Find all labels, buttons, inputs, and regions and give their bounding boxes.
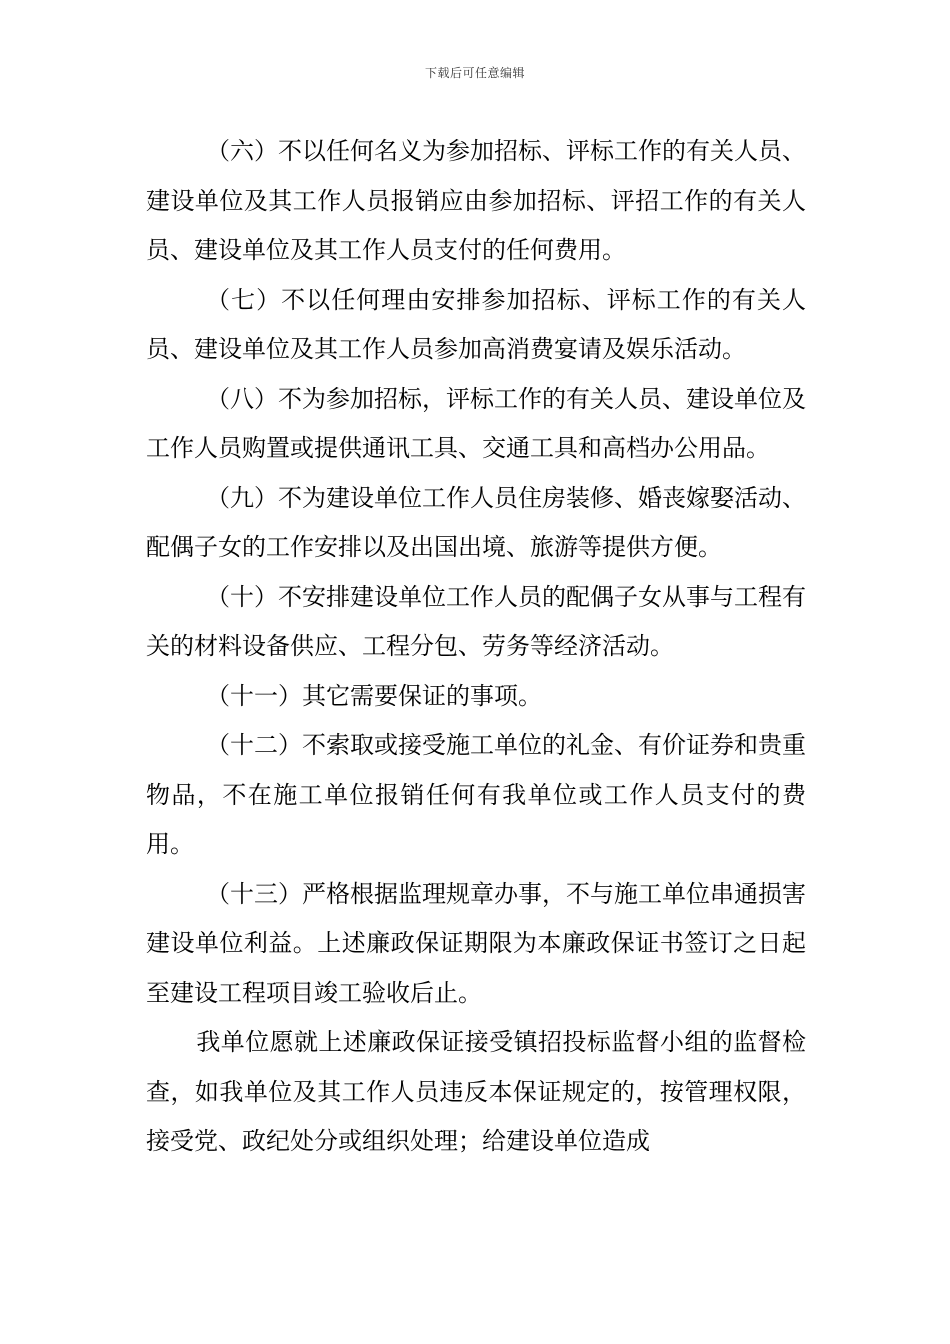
page-header: 下载后可任意编辑 <box>424 66 525 80</box>
paragraph-item-11: （十一）其它需要保证的事项。 <box>206 681 542 710</box>
paragraph-item-13: （十三）严格根据监理规章办事，不与施工单位串通损害建设单位利益。上述廉政保证期限为本廉政保证书签订之日起至建设工程项目竣工验收后止。 <box>146 879 806 1007</box>
paragraph-item-9: （九）不为建设单位工作人员住房装修、婚丧嫁娶活动、配偶子女的工作安排以及出国出境、旅游等提供方便。 <box>146 483 806 561</box>
paragraph-item-12: （十二）不索取或接受施工单位的礼金、有价证券和贵重物品，不在施工单位报销任何有我单位或工作人员支付的费用。 <box>146 731 806 858</box>
paragraph-item-6: （六）不以任何名义为参加招标、评标工作的有关人员、建设单位及其工作人员报销应由参加招标、评招工作的有关人员、建设单位及其工作人员支付的任何费用。 <box>146 137 806 264</box>
document-body <box>146 127 806 1167</box>
paragraph-item-10: （十）不安排建设单位工作人员的配偶子女从事与工程有关的材料设备供应、工程分包、劳务等经济活动。 <box>146 582 806 660</box>
paragraph-commitment: 我单位愿就上述廉政保证接受镇招投标监督小组的监督检查，如我单位及其工作人员违反本保证规定的，按管理权限，接受党、政纪处分或组织处理；给建设单位造成 <box>146 1028 806 1155</box>
paragraph-item-7: （七）不以任何理由安排参加招标、评标工作的有关人员、建设单位及其工作人员参加高消费宴请及娱乐活动。 <box>146 285 806 363</box>
paragraph-item-8: （八）不为参加招标，评标工作的有关人员、建设单位及工作人员购置或提供通讯工具、交通工具和高档办公用品。 <box>146 384 806 462</box>
